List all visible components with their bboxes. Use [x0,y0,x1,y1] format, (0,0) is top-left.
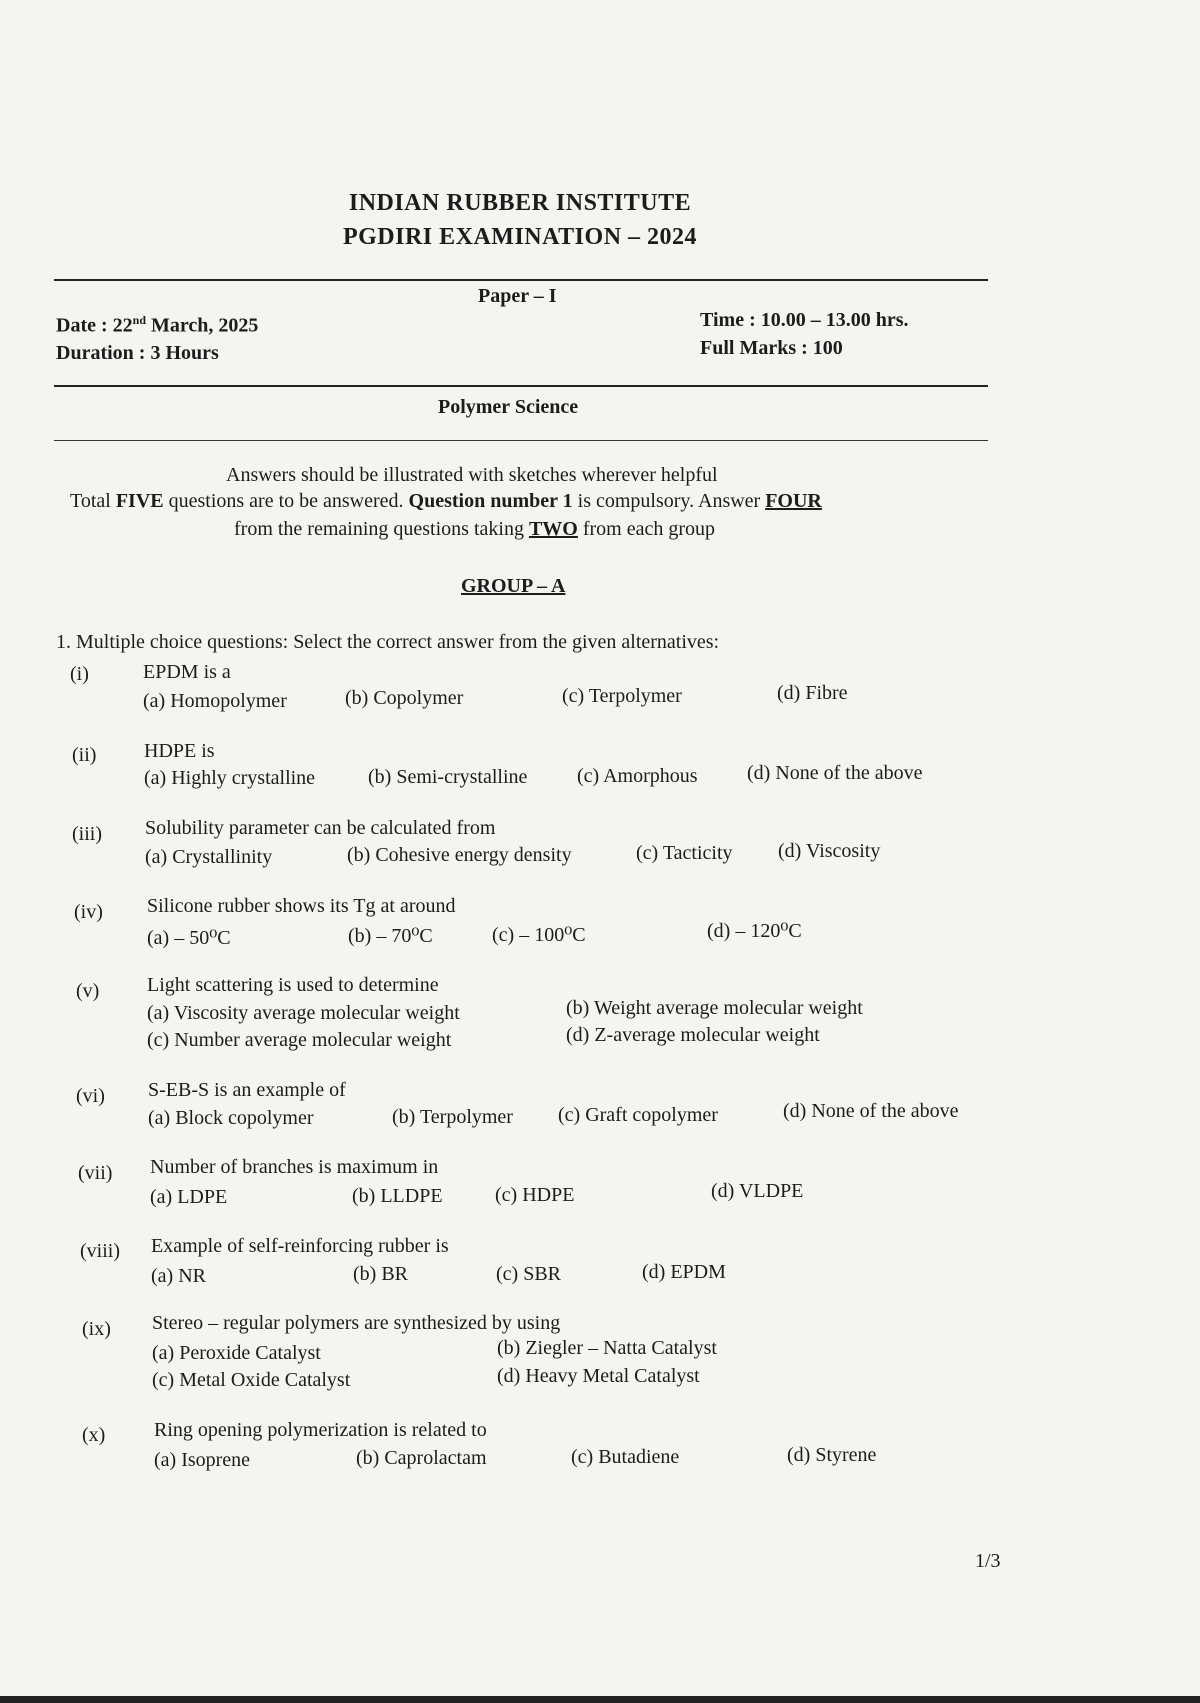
page-edge [0,1696,1200,1703]
question-text: Ring opening polymerization is related to [154,1419,487,1441]
instruction-line-1: Answers should be illustrated with sketches wherever helpful [226,464,718,486]
option: (a) – 50⁰C [147,927,231,949]
institute-title: INDIAN RUBBER INSTITUTE [348,190,692,216]
question-text: Light scattering is used to determine [147,974,439,996]
option: (b) BR [353,1263,408,1285]
option: (a) Block copolymer [148,1107,314,1129]
question-text: Number of branches is maximum in [150,1156,439,1178]
option: (c) Graft copolymer [558,1104,718,1126]
page-number: 1/3 [975,1550,1001,1572]
question-text: Example of self-reinforcing rubber is [151,1235,449,1257]
divider [54,279,988,281]
option: (b) Copolymer [345,687,464,709]
option: (c) Terpolymer [562,685,682,707]
option: (b) Caprolactam [356,1447,487,1469]
option: (c) Number average molecular weight [147,1029,452,1051]
option: (d) None of the above [783,1100,959,1122]
option: (b) Terpolymer [392,1106,513,1128]
question-number: (viii) [80,1240,120,1262]
option: (c) – 100⁰C [492,924,586,946]
option: (a) NR [151,1265,206,1287]
group-heading: GROUP – A [461,575,566,597]
question-intro: 1. Multiple choice questions: Select the correct answer from the given alternatives: [56,631,720,653]
question-text: HDPE is [144,740,215,762]
option: (a) Isoprene [154,1449,251,1471]
divider [54,385,988,387]
question-text: S-EB-S is an example of [148,1079,346,1101]
question-number: (vii) [78,1162,113,1184]
option: (d) Heavy Metal Catalyst [497,1365,700,1387]
option: (c) Metal Oxide Catalyst [152,1369,351,1391]
option: (b) LLDPE [352,1185,443,1207]
question-number: (iv) [74,901,103,923]
option: (d) – 120⁰C [707,920,802,942]
option: (a) Homopolymer [143,690,287,712]
instruction-line-2: Total FIVE questions are to be answered. Question number 1 is compulsory. Answer FOUR [70,490,822,512]
option: (b) Weight average molecular weight [566,997,863,1019]
question-number: (iii) [72,823,102,845]
option: (a) LDPE [150,1186,228,1208]
option: (a) Viscosity average molecular weight [147,1002,460,1024]
option: (b) – 70⁰C [348,925,433,947]
question-text: EPDM is a [143,661,231,683]
question-number: (i) [70,663,89,685]
option: (d) EPDM [642,1261,726,1283]
option: (a) Crystallinity [145,846,273,868]
option: (c) Butadiene [571,1446,680,1468]
exam-date: Date : 22nd March, 2025 [56,313,259,337]
instruction-line-3: from the remaining questions taking TWO from each group [234,518,716,540]
question-text: Silicone rubber shows its Tg at around [147,895,456,917]
option: (d) None of the above [747,762,923,784]
option: (c) SBR [496,1263,561,1285]
option: (c) Tacticity [636,842,733,864]
option: (c) HDPE [495,1184,575,1206]
option: (a) Peroxide Catalyst [152,1342,321,1364]
exam-title: PGDIRI EXAMINATION – 2024 [342,224,698,250]
question-number: (ix) [82,1318,111,1340]
question-number: (ii) [72,744,97,766]
exam-time: Time : 10.00 – 13.00 hrs. [700,309,909,331]
option: (a) Highly crystalline [144,767,316,789]
option: (d) Viscosity [778,840,881,862]
option: (d) Z-average molecular weight [566,1024,820,1046]
question-number: (vi) [76,1085,105,1107]
option: (d) VLDPE [711,1180,804,1202]
exam-duration: Duration : 3 Hours [56,342,219,364]
option: (d) Styrene [787,1444,877,1466]
option: (b) Cohesive energy density [347,844,572,866]
option: (d) Fibre [777,682,848,704]
question-text: Solubility parameter can be calculated from [145,817,496,839]
option: (c) Amorphous [577,765,698,787]
full-marks: Full Marks : 100 [700,337,843,359]
option: (b) Semi-crystalline [368,766,528,788]
paper-label: Paper – I [478,285,557,307]
divider [54,440,988,441]
question-text: Stereo – regular polymers are synthesized by using [152,1312,561,1334]
question-number: (v) [76,980,100,1002]
option: (b) Ziegler – Natta Catalyst [497,1337,717,1359]
question-number: (x) [82,1424,106,1446]
subject-title: Polymer Science [438,396,579,418]
